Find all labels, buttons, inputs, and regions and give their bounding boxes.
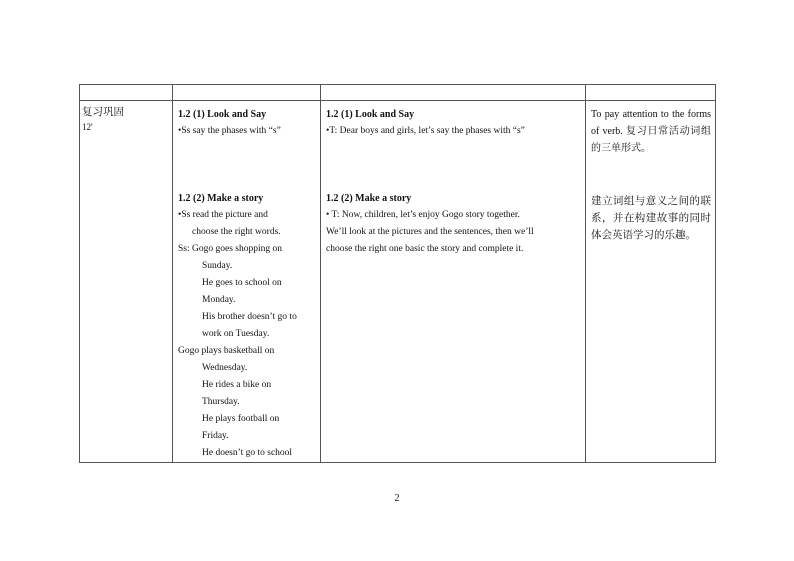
purpose-note-2: 建立词组与意义之间的联系，并在构建故事的同时体会英语学习的乐趣。 <box>591 196 711 241</box>
teacher-line: choose the right one basic the story and complete it. <box>326 244 524 254</box>
header-cell <box>173 85 321 101</box>
purpose-note-1: To pay attention to the forms of verb. 复习日常活动词组的三单形式。 <box>591 109 711 154</box>
stage-name: 复习巩固 <box>82 107 124 118</box>
header-row <box>80 85 716 101</box>
student-line: He rides a bike on <box>202 380 272 390</box>
student-line: choose the right words. <box>192 227 281 237</box>
teacher-activity-cell <box>321 101 586 463</box>
student-line: Gogo plays basketball on <box>178 346 275 356</box>
review-row <box>80 101 716 463</box>
header-cell <box>80 85 173 101</box>
page-number: 2 <box>394 493 400 504</box>
student-line: Ss: Gogo goes shopping on <box>178 244 282 254</box>
purpose-cell <box>586 101 716 463</box>
student-line: Friday. <box>202 431 229 441</box>
teacher-line: We’ll look at the pictures and the sentences, then we’ll <box>326 227 534 237</box>
student-line: He goes to school on <box>202 278 282 288</box>
student-line: Wednesday. <box>202 363 248 373</box>
student-heading-1: 1.2 (1) Look and Say <box>178 109 267 120</box>
teacher-heading-2: 1.2 (2) Make a story <box>326 193 412 204</box>
student-line: He plays football on <box>202 414 280 424</box>
student-activity-cell <box>173 101 321 463</box>
teacher-heading-1: 1.2 (1) Look and Say <box>326 109 415 120</box>
teacher-line: • T: Now, children, let’s enjoy Gogo story together. <box>326 210 520 220</box>
student-line: Thursday. <box>202 397 240 407</box>
student-line: His brother doesn’t go to <box>202 312 297 322</box>
header-cell <box>586 85 716 101</box>
student-line: •Ss say the phases with “s” <box>178 126 281 136</box>
teacher-line: •T: Dear boys and girls, let’s say the phases with “s” <box>326 126 525 136</box>
student-line: Sunday. <box>202 261 233 271</box>
student-heading-2: 1.2 (2) Make a story <box>178 193 264 204</box>
student-line: He doesn’t go to school <box>202 448 293 458</box>
lesson-plan-table <box>79 84 716 463</box>
stage-cell <box>80 101 173 463</box>
student-line: work on Tuesday. <box>202 329 270 339</box>
header-cell <box>321 85 586 101</box>
student-line: Monday. <box>202 295 236 305</box>
stage-time: 12' <box>82 122 93 132</box>
student-line: •Ss read the picture and <box>178 210 268 220</box>
